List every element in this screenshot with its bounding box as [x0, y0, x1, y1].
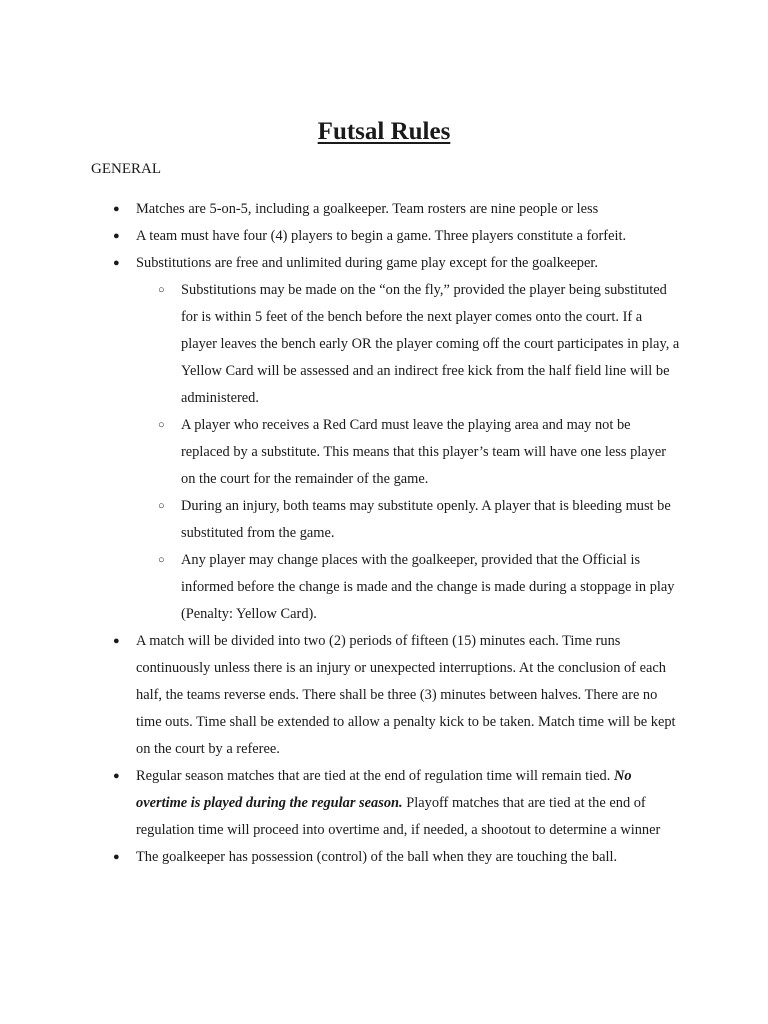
- rule-text: Substitutions are free and unlimited during game play except for the goalkeeper.: [136, 255, 598, 271]
- sub-rule-text: During an injury, both teams may substitute openly. A player that is bleeding must be substituted from the game.: [181, 498, 671, 541]
- sub-rule-text: Any player may change places with the goalkeeper, provided that the Official is informed before the change is made and the change is made during a stoppage in play (Penalty: Yellow Card).: [181, 552, 675, 622]
- bullet-icon: ●: [113, 257, 120, 269]
- circle-bullet-icon: ○: [158, 419, 165, 431]
- bullet-icon: ●: [113, 230, 120, 242]
- rule-text: A match will be divided into two (2) periods of fifteen (15) minutes each. Time runs continuously unless there is an injury or unexpected interruptions. At the conclusion of each half, the teams reverse ends. There shall be three (3) minutes between halves. There are no time outs. Time shall be extended to allow a penalty kick to be taken. Match time will be kept on the court by a referee.: [136, 633, 676, 757]
- sub-rules-list: [136, 277, 680, 628]
- circle-bullet-icon: ○: [158, 554, 165, 566]
- rules-list: [0, 196, 768, 871]
- bullet-icon: ●: [113, 635, 120, 647]
- rule-text: A team must have four (4) players to begin a game. Three players constitute a forfeit.: [136, 228, 627, 244]
- rule-item-5: [0, 763, 768, 844]
- rule-item-3: [0, 250, 768, 628]
- rule-text: The goalkeeper has possession (control) of the ball when they are touching the ball.: [136, 849, 618, 865]
- circle-bullet-icon: ○: [158, 500, 165, 512]
- rule-item-1: [0, 196, 768, 223]
- rule-item-2: [0, 223, 768, 250]
- rule-text-emphasis: No overtime is played during the regular season.: [136, 768, 632, 811]
- sub-rule-item-2: [136, 412, 680, 493]
- bullet-icon: ●: [113, 203, 120, 215]
- rule-item-6: [0, 844, 768, 871]
- sub-rule-text: A player who receives a Red Card must leave the playing area and may not be replaced by a substitute. This means that this player’s team will have one less player on the court for the remainder of the game.: [181, 417, 667, 487]
- circle-bullet-icon: ○: [158, 284, 165, 296]
- sub-rule-item-1: [136, 277, 680, 412]
- page-title: Futsal Rules: [317, 118, 451, 145]
- sub-rule-item-4: [136, 547, 680, 628]
- rule-text-after: Playoff matches that are tied at the end of regulation time will proceed into overtime and, if needed, a shootout to determine a winner: [136, 795, 661, 838]
- bullet-icon: ●: [113, 770, 120, 782]
- rule-text-before: Regular season matches that are tied at the end of regulation time will remain tied.: [136, 768, 614, 784]
- bullet-icon: ●: [113, 851, 120, 863]
- rule-item-4: [0, 628, 768, 763]
- rule-text: Matches are 5-on-5, including a goalkeeper. Team rosters are nine people or less: [136, 201, 599, 217]
- section-heading: GENERAL: [91, 161, 161, 177]
- sub-rule-text: Substitutions may be made on the “on the fly,” provided the player being substituted for is within 5 feet of the bench before the next player comes onto the court. If a player leaves the bench early OR the player coming off the court participates in play, a Yellow Card will be assessed and an indirect free kick from the half field line will be administered.: [181, 282, 680, 406]
- sub-rule-item-3: [136, 493, 680, 547]
